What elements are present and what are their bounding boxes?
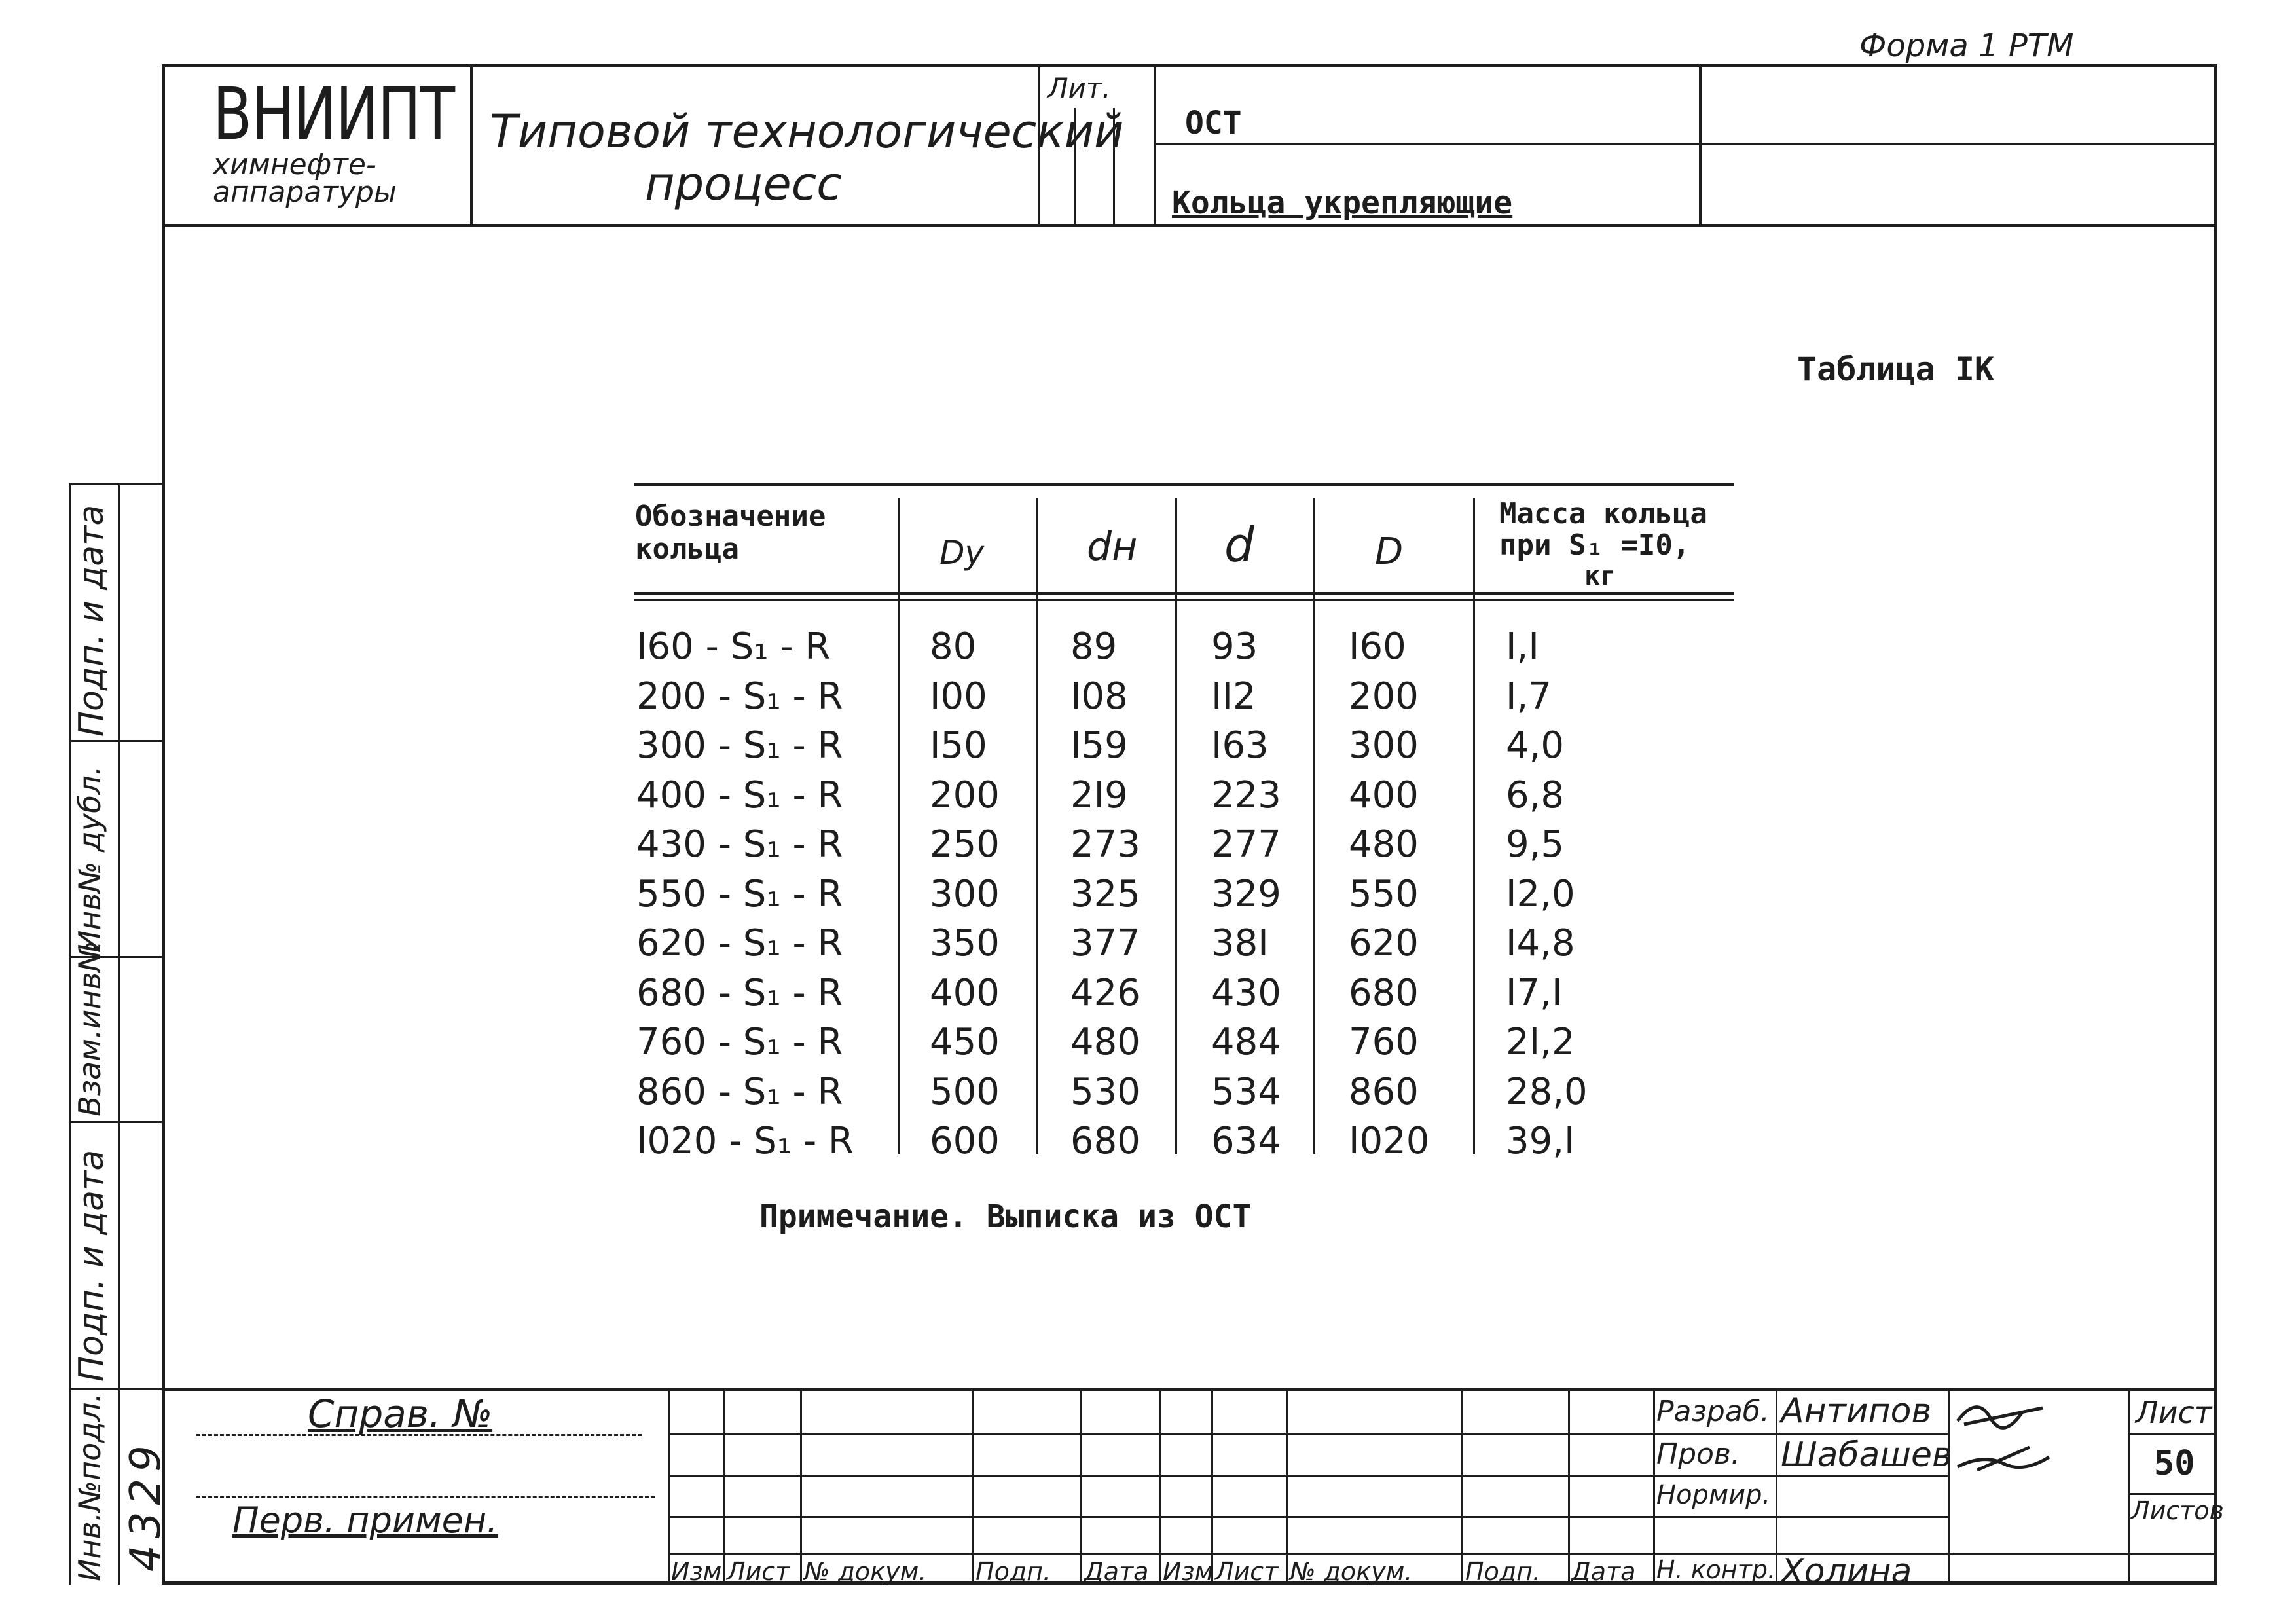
table-cell: 80 <box>930 625 977 668</box>
table-cell: 6,8 <box>1506 773 1565 817</box>
table-cell: 2I,2 <box>1506 1021 1575 1063</box>
side-div-3 <box>69 1121 164 1123</box>
table-cell: 634 <box>1211 1120 1281 1162</box>
side-col-left <box>69 483 71 1585</box>
col-header-D: D <box>1375 530 1404 573</box>
list-label: Лист <box>2136 1395 2212 1430</box>
doc-title-line-2: процесс <box>645 157 842 211</box>
footer-v-10 <box>1653 1388 1655 1585</box>
side-label-vzam-inv: Взам.инв№ <box>72 940 107 1116</box>
col-div-3 <box>1175 498 1177 1154</box>
footer-list-row-2 <box>2128 1493 2217 1495</box>
table-cell: 377 <box>1070 922 1140 965</box>
side-label-inv-dubl: Инв№ дубл. <box>72 766 107 953</box>
table-caption: Таблица IК <box>1797 350 1995 388</box>
col-header-dn: dн <box>1087 524 1138 570</box>
table-cell: 430 <box>1211 971 1281 1014</box>
col-header-designation-1: Обозначение <box>635 500 826 533</box>
table-cell: 4,0 <box>1506 724 1565 767</box>
row-designation: 550 - S₁ - R <box>636 872 843 915</box>
table-cell: I4,8 <box>1506 922 1575 965</box>
table-cell: 550 <box>1349 872 1419 915</box>
table-cell: 89 <box>1070 625 1118 668</box>
sprav-label: Справ. № <box>308 1392 493 1436</box>
footer-v-12 <box>1948 1388 1950 1585</box>
footer-v-7 <box>1286 1388 1288 1585</box>
side-col-mid <box>118 483 120 1585</box>
table-cell: 273 <box>1070 823 1140 866</box>
table-cell: 860 <box>1349 1070 1419 1113</box>
row-designation: 300 - S₁ - R <box>636 724 843 767</box>
table-cell: 500 <box>930 1070 1000 1113</box>
footer-v-2 <box>800 1388 802 1585</box>
col-header-mass-2: при S₁ =I0, <box>1499 528 1690 562</box>
col-header-mass-3: кг <box>1584 561 1616 591</box>
name-prov: Шабашев <box>1781 1435 1952 1475</box>
col-header-dy: Dy <box>939 534 985 572</box>
row-designation: 400 - S₁ - R <box>636 773 843 817</box>
footer-col-label: Изм <box>671 1557 722 1586</box>
row-designation: 760 - S₁ - R <box>636 1021 843 1063</box>
name-n-kontr: Холина <box>1781 1552 1912 1591</box>
footer-v-8 <box>1461 1388 1463 1585</box>
table-cell: 39,I <box>1506 1120 1575 1162</box>
table-cell: I2,0 <box>1506 872 1575 915</box>
table-cell: 200 <box>930 773 1000 817</box>
footer-col-label: Лист <box>727 1557 790 1586</box>
row-designation: 860 - S₁ - R <box>636 1070 843 1113</box>
row-designation: 200 - S₁ - R <box>636 674 843 718</box>
doc-title-line-1: Типовой технологический <box>490 105 1124 158</box>
table-cell: 534 <box>1211 1070 1281 1113</box>
side-div-4 <box>69 1388 164 1390</box>
table-cell: 480 <box>1349 823 1419 866</box>
footer-v-4 <box>1080 1388 1082 1585</box>
role-prov: Пров. <box>1656 1437 1740 1471</box>
row-designation: I020 - S₁ - R <box>636 1120 854 1162</box>
table-cell: I50 <box>930 724 987 767</box>
table-cell: 600 <box>930 1120 1000 1162</box>
table-cell: 760 <box>1349 1021 1419 1063</box>
table-cell: I00 <box>930 674 987 718</box>
org-sub-2: аппаратуры <box>213 175 397 209</box>
table-top-rule <box>634 483 1734 486</box>
col-div-1 <box>898 498 900 1154</box>
footer-col-label: Лист <box>1215 1557 1279 1586</box>
footer-col-label: № докум. <box>1290 1557 1413 1586</box>
table-cell: 484 <box>1211 1021 1281 1063</box>
footer-col-label: Подп. <box>1465 1557 1541 1586</box>
side-label-inv-podl: Инв.№подл. <box>72 1392 107 1581</box>
table-head-rule-1 <box>634 592 1734 595</box>
footer-row-4 <box>668 1553 2217 1555</box>
table-cell: 680 <box>1070 1120 1140 1162</box>
header-divider-1 <box>470 64 473 225</box>
role-normir: Нормир. <box>1656 1480 1771 1510</box>
table-cell: 400 <box>1349 773 1419 817</box>
footer-v-5 <box>1159 1388 1161 1585</box>
footer-sign-row-1 <box>1653 1433 1948 1435</box>
table-cell: 38I <box>1211 922 1269 965</box>
table-cell: I,I <box>1506 625 1539 668</box>
footer-v-13 <box>2128 1388 2130 1585</box>
footer-v-1 <box>723 1388 725 1585</box>
table-cell: I020 <box>1349 1120 1430 1162</box>
inventory-number: 4329 <box>122 1439 170 1572</box>
footer-col-label: Изм <box>1163 1557 1214 1586</box>
col-div-4 <box>1313 498 1315 1154</box>
side-div-1 <box>69 740 164 742</box>
side-label-podp-data-1: Подп. и дата <box>72 1149 111 1382</box>
table-cell: 2I9 <box>1070 773 1128 817</box>
col-div-5 <box>1473 498 1475 1154</box>
table-cell: 93 <box>1211 625 1258 668</box>
table-cell: 300 <box>930 872 1000 915</box>
table-cell: 450 <box>930 1021 1000 1063</box>
list-number: 50 <box>2154 1444 2195 1483</box>
table-head-rule-2 <box>634 599 1734 601</box>
table-cell: I,7 <box>1506 674 1552 718</box>
footer-col-label: № докум. <box>804 1557 927 1586</box>
row-designation: 680 - S₁ - R <box>636 971 843 1014</box>
table-cell: 530 <box>1070 1070 1140 1113</box>
org-sub-1: химнефте- <box>213 148 376 181</box>
org-name: ВНИИПТ <box>213 72 454 156</box>
footer-left-divider <box>668 1388 670 1585</box>
sprav-rule <box>196 1434 642 1436</box>
table-cell: 350 <box>930 922 1000 965</box>
footer-sign-row-2 <box>1653 1475 1948 1477</box>
table-cell: 426 <box>1070 971 1140 1014</box>
form-note: Форма 1 РТМ <box>1859 28 2074 64</box>
footer-v-11 <box>1776 1388 1777 1585</box>
col-div-2 <box>1036 498 1038 1154</box>
table-cell: 680 <box>1349 971 1419 1014</box>
table-cell: 277 <box>1211 823 1281 866</box>
table-cell: 28,0 <box>1506 1070 1588 1113</box>
perv-rule <box>196 1496 655 1498</box>
col-header-d: d <box>1224 517 1254 572</box>
table-cell: 200 <box>1349 674 1419 718</box>
name-razrab: Антипов <box>1781 1392 1932 1431</box>
table-cell: I63 <box>1211 724 1269 767</box>
role-n-kontr: Н. контр. <box>1656 1555 1776 1584</box>
table-cell: 400 <box>930 971 1000 1014</box>
drawing-frame <box>162 64 2217 1585</box>
table-cell: I7,I <box>1506 971 1563 1014</box>
table-cell: 329 <box>1211 872 1281 915</box>
table-cell: 250 <box>930 823 1000 866</box>
footer-list-row-1 <box>2128 1433 2217 1435</box>
col-header-designation-2: кольца <box>635 532 739 566</box>
footer-v-3 <box>972 1388 974 1585</box>
table-cell: 223 <box>1211 773 1281 817</box>
table-cell: 9,5 <box>1506 823 1565 866</box>
lit-label: Лит. <box>1048 72 1111 104</box>
role-razrab: Разраб. <box>1656 1395 1770 1428</box>
footer-col-label: Подп. <box>975 1557 1051 1586</box>
table-note: Примечание. Выписка из ОСТ <box>759 1198 1252 1235</box>
footer-col-label: Дата <box>1084 1557 1149 1586</box>
side-label-podp-data-2: Подп. и дата <box>72 504 111 737</box>
footer-col-label: Дата <box>1571 1557 1636 1586</box>
col-header-mass-1: Масса кольца <box>1499 497 1707 530</box>
footer-v-9 <box>1568 1388 1570 1585</box>
side-col-top <box>69 483 164 485</box>
row-designation: 430 - S₁ - R <box>636 823 843 866</box>
footer-top-line <box>162 1388 2217 1391</box>
row-designation: 620 - S₁ - R <box>636 922 843 965</box>
listov-label: Листов <box>2131 1496 2224 1525</box>
table-cell: 300 <box>1349 724 1419 767</box>
footer-v-6 <box>1211 1388 1213 1585</box>
table-cell: I08 <box>1070 674 1128 718</box>
signature-marks <box>1951 1392 2069 1509</box>
perv-label: Перв. примен. <box>232 1500 498 1541</box>
table-cell: 480 <box>1070 1021 1140 1063</box>
table-cell: II2 <box>1211 674 1256 718</box>
table-cell: I59 <box>1070 724 1128 767</box>
subject-title: Кольца укрепляющие <box>1172 185 1513 221</box>
header-mid-line <box>1154 143 2217 145</box>
row-designation: I60 - S₁ - R <box>636 625 831 668</box>
footer-sign-row-3 <box>1653 1516 1948 1518</box>
table-cell: 620 <box>1349 922 1419 965</box>
ost-label: ОСТ <box>1185 105 1242 141</box>
table-cell: I60 <box>1349 625 1406 668</box>
table-cell: 325 <box>1070 872 1140 915</box>
